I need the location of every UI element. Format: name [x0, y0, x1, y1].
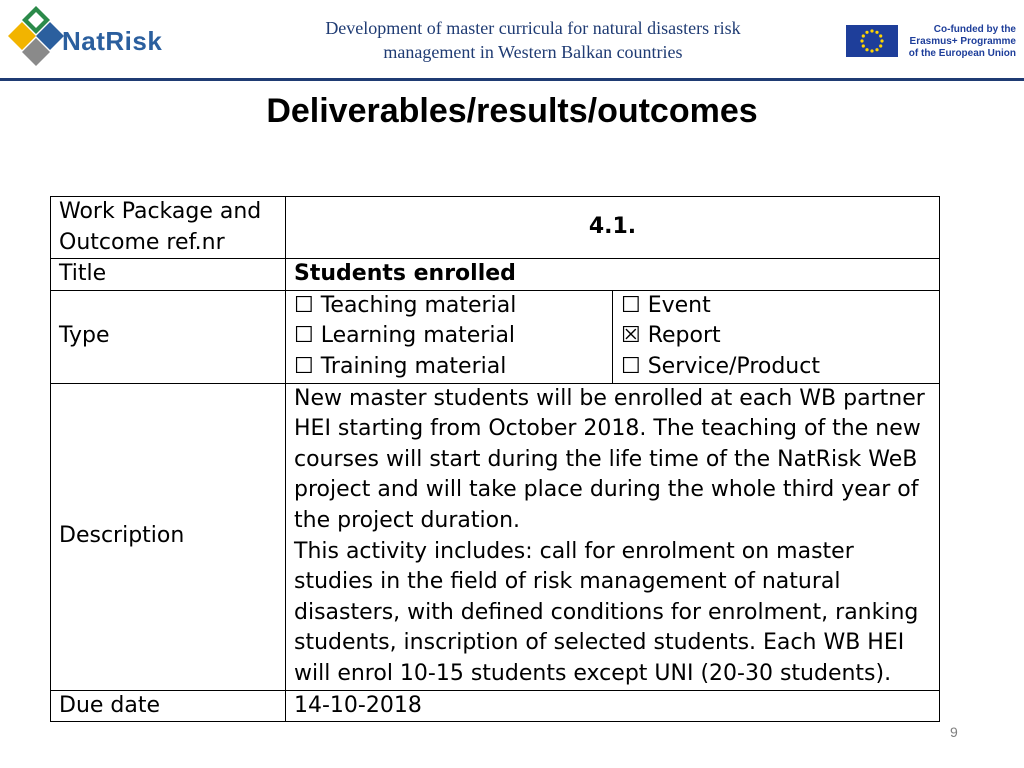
eu-cofunded-logo: [846, 24, 1018, 60]
slide-header: [0, 0, 1024, 80]
header-title-line-1: Development of master curricula for natural disasters risk: [325, 18, 741, 38]
table-row: [51, 690, 940, 722]
table-row: [51, 197, 940, 259]
type-label-cell: Type: [51, 290, 286, 383]
page-number: 9: [950, 724, 958, 740]
header-divider: [0, 78, 1024, 81]
eu-text: [904, 24, 1016, 60]
type-learning-checkbox: ☐ Learning material: [294, 323, 516, 349]
page-title: Deliverables/results/outcomes: [266, 92, 758, 130]
table-row: [51, 383, 940, 690]
eu-text-line-1: Co-funded by the: [933, 24, 1016, 35]
description-label-cell: Description: [51, 383, 286, 690]
due-date-value-cell: 14-10-2018: [286, 690, 940, 722]
type-left-cell: [286, 290, 613, 383]
type-right-cell: [613, 290, 940, 383]
type-service-checkbox: ☐ Service/Product: [621, 353, 820, 379]
header-title: [250, 16, 816, 64]
deliverables-table: [50, 196, 940, 722]
wp-value-cell: 4.1.: [286, 197, 940, 259]
type-event-checkbox: ☐ Event: [621, 292, 711, 318]
eu-flag-icon: [846, 25, 898, 57]
eu-text-line-3: of the European Union: [908, 48, 1016, 59]
logo-wordmark: NatRisk: [62, 26, 163, 56]
description-value-cell: [286, 383, 940, 690]
description-paragraph-2: This activity includes: call for enrolment on master studies in the field of risk management of natural disasters, with defined conditions for enrolment, ranking students, inscription of selected students. Each WB HEI will enrol 10-15 students except UNI (20-30 students).: [294, 538, 919, 686]
type-training-checkbox: ☐ Training material: [294, 353, 507, 379]
title-value-cell: Students enrolled: [286, 259, 940, 291]
header-title-line-2: management in Western Balkan countries: [383, 42, 683, 62]
table-row: [51, 290, 940, 383]
type-teaching-checkbox: ☐ Teaching material: [294, 292, 517, 318]
natrisk-logo: [6, 4, 166, 72]
description-paragraph-1: New master students will be enrolled at each WB partner HEI starting from October 2018. The teaching of the new courses will start during the life time of the NatRisk WeB project and will take place during the whole third year of the project duration.: [294, 385, 925, 533]
due-date-label-cell: Due date: [51, 690, 286, 722]
eu-text-line-2: Erasmus+ Programme: [909, 36, 1016, 47]
table-row: [51, 259, 940, 291]
type-report-checkbox: ☒ Report: [621, 323, 721, 349]
wp-label-cell: Work Package and Outcome ref.nr: [51, 197, 286, 259]
title-label-cell: Title: [51, 259, 286, 291]
natrisk-diamond-icon: [6, 4, 66, 72]
